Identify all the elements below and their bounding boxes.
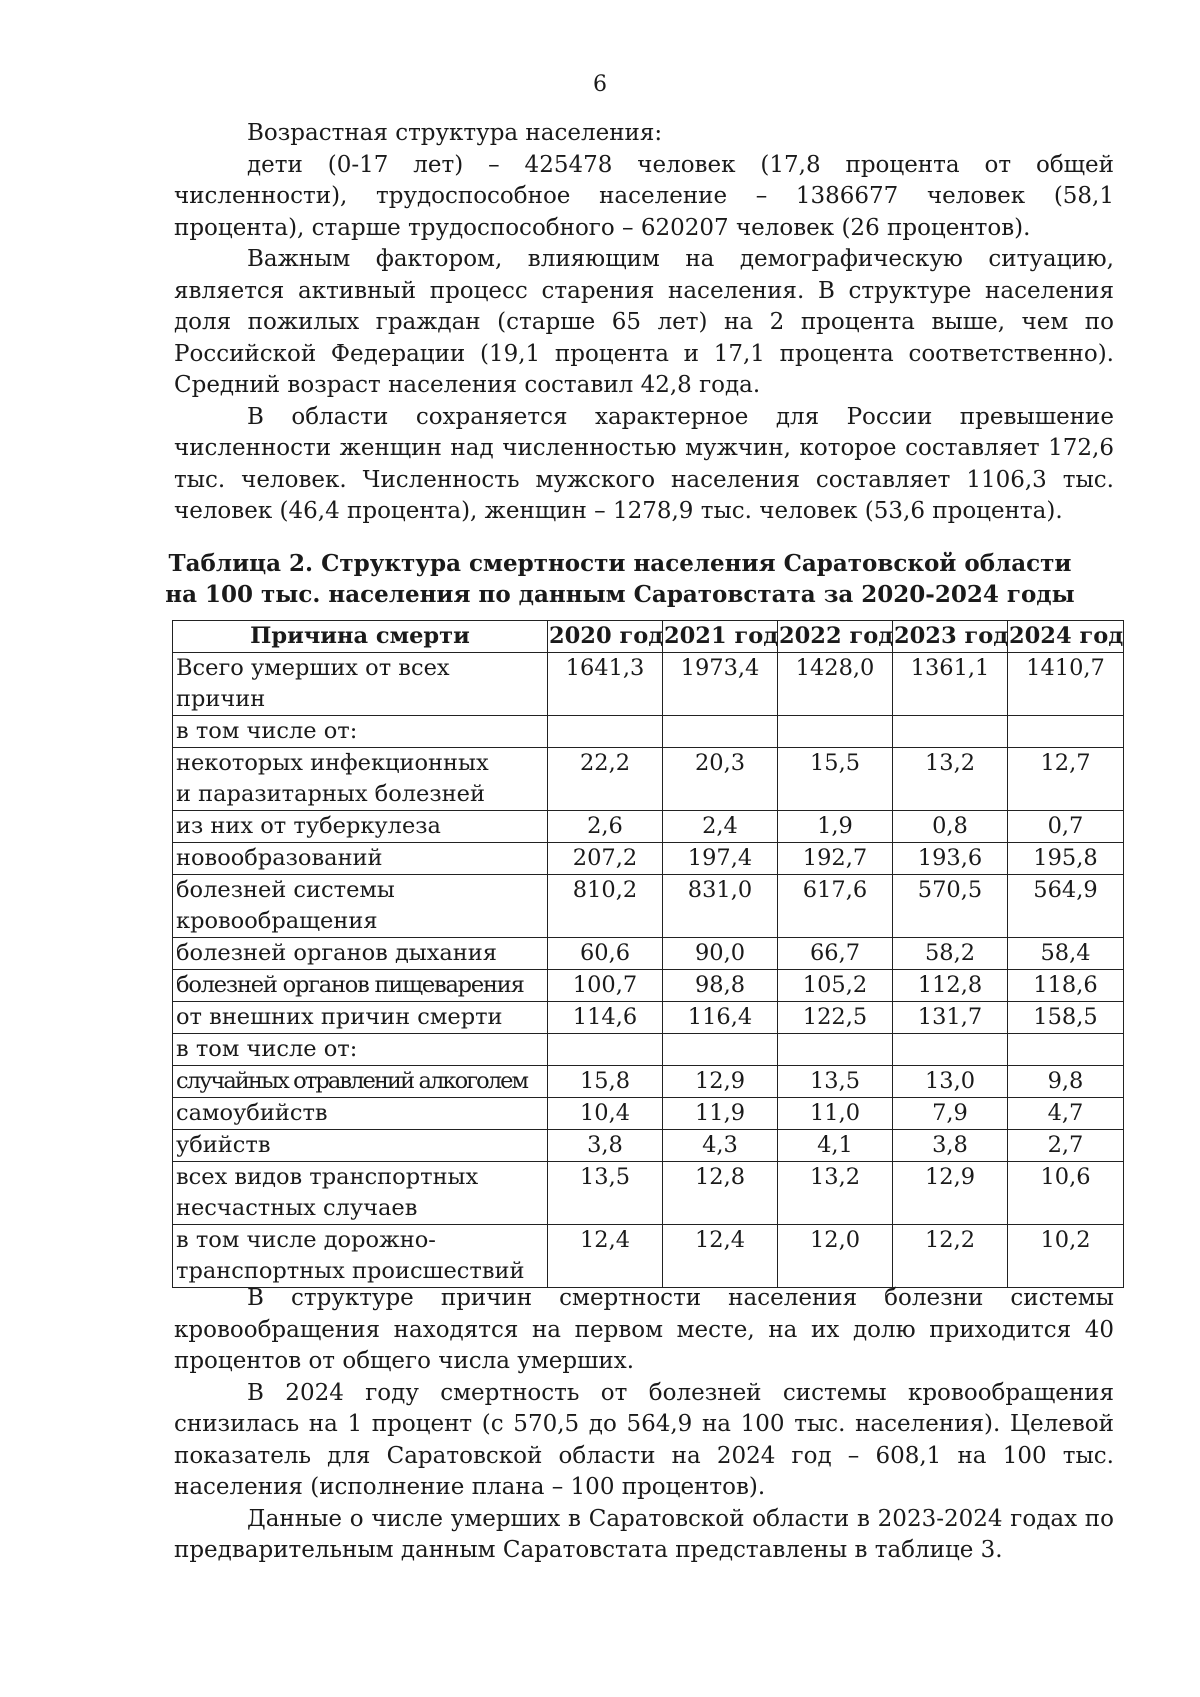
row-label: из них от туберкулеза xyxy=(173,811,548,843)
table-cell: 831,0 xyxy=(663,875,778,938)
table-cell: 13,2 xyxy=(893,748,1008,811)
row-label: в том числе от: xyxy=(173,1034,548,1066)
column-header: 2020 год xyxy=(548,621,663,653)
table-cell xyxy=(778,1034,893,1066)
row-label: некоторых инфекционных и паразитарных болезней xyxy=(173,748,548,811)
table-cell: 10,4 xyxy=(548,1098,663,1130)
intro-text xyxy=(174,118,1114,528)
table-cell: 118,6 xyxy=(1008,970,1124,1002)
row-label: Всего умерших от всех причин xyxy=(173,653,548,716)
table-cell: 122,5 xyxy=(778,1002,893,1034)
table-cell: 1,9 xyxy=(778,811,893,843)
column-header: Причина смерти xyxy=(173,621,548,653)
table-cell: 12,9 xyxy=(663,1066,778,1098)
table-cell: 195,8 xyxy=(1008,843,1124,875)
table-cell: 105,2 xyxy=(778,970,893,1002)
table-cell: 100,7 xyxy=(548,970,663,1002)
row-label: случайных отравлений алкоголем xyxy=(173,1066,548,1098)
table-cell: 13,5 xyxy=(548,1162,663,1225)
row-label: убийств xyxy=(173,1130,548,1162)
row-label: в том числе от: xyxy=(173,716,548,748)
table-row xyxy=(173,843,1124,875)
table-cell: 13,5 xyxy=(778,1066,893,1098)
table-cell: 60,6 xyxy=(548,938,663,970)
row-label: болезней органов пищеварения xyxy=(173,970,548,1002)
table-cell: 11,9 xyxy=(663,1098,778,1130)
table-cell: 13,0 xyxy=(893,1066,1008,1098)
table-cell: 617,6 xyxy=(778,875,893,938)
paragraph: Важным фактором, влияющим на демографическую ситуацию, является активный процесс старения населения. В структуре населения доля пожилых граждан (старше 65 лет) на 2 процента выше, чем по Российской Федерации (19,1 процента и 17,1 процента соответственно). Средний возраст населения составил 42,8 года. xyxy=(174,246,1114,398)
table-cell: 12,4 xyxy=(663,1225,778,1288)
table-header-row xyxy=(173,621,1124,653)
table-cell: 116,4 xyxy=(663,1002,778,1034)
table-cell: 193,6 xyxy=(893,843,1008,875)
table-cell: 9,8 xyxy=(1008,1066,1124,1098)
row-label: самоубийств xyxy=(173,1098,548,1130)
table-cell xyxy=(663,716,778,748)
table-cell: 12,9 xyxy=(893,1162,1008,1225)
table-caption xyxy=(150,548,1090,610)
column-header: 2022 год xyxy=(778,621,893,653)
mortality-table xyxy=(172,620,1124,1288)
column-header: 2023 год xyxy=(893,621,1008,653)
paragraph: В 2024 году смертность от болезней системы кровообращения снизилась на 1 процент (с 570,5 до 564,9 на 100 тыс. населения). Целевой показатель для Саратовской области на 2024 год – 608,1 на 100 тыс. населения (исполнение плана – 100 процентов). xyxy=(174,1379,1114,1500)
table-cell: 15,5 xyxy=(778,748,893,811)
table-cell: 58,2 xyxy=(893,938,1008,970)
table-cell: 114,6 xyxy=(548,1002,663,1034)
table-cell: 0,7 xyxy=(1008,811,1124,843)
row-label: новообразований xyxy=(173,843,548,875)
table-cell: 112,8 xyxy=(893,970,1008,1002)
table-row xyxy=(173,1162,1124,1225)
column-header: 2021 год xyxy=(663,621,778,653)
table-caption-line: Таблица 2. Структура смертности населения Саратовской области xyxy=(168,550,1072,577)
table-cell: 1410,7 xyxy=(1008,653,1124,716)
table-cell: 570,5 xyxy=(893,875,1008,938)
table-cell: 12,8 xyxy=(663,1162,778,1225)
table-row xyxy=(173,1225,1124,1288)
row-label: от внешних причин смерти xyxy=(173,1002,548,1034)
table-cell: 2,6 xyxy=(548,811,663,843)
row-label: болезней системы кровообращения xyxy=(173,875,548,938)
table-cell: 4,1 xyxy=(778,1130,893,1162)
table-cell: 158,5 xyxy=(1008,1002,1124,1034)
table-cell: 4,3 xyxy=(663,1130,778,1162)
table-cell: 3,8 xyxy=(548,1130,663,1162)
table-row xyxy=(173,716,1124,748)
table-cell xyxy=(548,716,663,748)
table-cell: 12,0 xyxy=(778,1225,893,1288)
table-cell: 1973,4 xyxy=(663,653,778,716)
table-row xyxy=(173,748,1124,811)
table-cell: 58,4 xyxy=(1008,938,1124,970)
table-row xyxy=(173,1130,1124,1162)
paragraph: дети (0-17 лет) – 425478 человек (17,8 процента от общей численности), трудоспособное население – 1386677 человек (58,1 процента), старше трудоспособного – 620207 человек (26 процентов). xyxy=(174,151,1114,241)
table-cell xyxy=(548,1034,663,1066)
table-row xyxy=(173,811,1124,843)
table-cell: 15,8 xyxy=(548,1066,663,1098)
table-cell: 98,8 xyxy=(663,970,778,1002)
table-caption-line: на 100 тыс. населения по данным Саратовстата за 2020-2024 годы xyxy=(165,581,1075,608)
table-row xyxy=(173,1066,1124,1098)
table-cell: 12,7 xyxy=(1008,748,1124,811)
table-cell: 66,7 xyxy=(778,938,893,970)
table-row xyxy=(173,653,1124,716)
table-row xyxy=(173,970,1124,1002)
conclusion-text xyxy=(174,1283,1114,1567)
table-row xyxy=(173,1034,1124,1066)
table-cell: 3,8 xyxy=(893,1130,1008,1162)
column-header: 2024 год xyxy=(1008,621,1124,653)
table-cell: 2,4 xyxy=(663,811,778,843)
row-label: в том числе дорожно- транспортных происшествий xyxy=(173,1225,548,1288)
table-cell xyxy=(778,716,893,748)
table-cell: 22,2 xyxy=(548,748,663,811)
table-row xyxy=(173,1098,1124,1130)
page-number: 6 xyxy=(593,72,607,97)
table-cell xyxy=(663,1034,778,1066)
table-cell: 0,8 xyxy=(893,811,1008,843)
table-cell: 12,4 xyxy=(548,1225,663,1288)
table-row xyxy=(173,1002,1124,1034)
table-cell: 20,3 xyxy=(663,748,778,811)
table-row xyxy=(173,875,1124,938)
table-cell: 197,4 xyxy=(663,843,778,875)
table-cell xyxy=(1008,716,1124,748)
paragraph: Данные о числе умерших в Саратовской области в 2023-2024 годах по предварительным данным Саратовстата представлены в таблице 3. xyxy=(174,1505,1114,1563)
table-cell: 1428,0 xyxy=(778,653,893,716)
row-label: всех видов транспортных несчастных случаев xyxy=(173,1162,548,1225)
table-cell: 7,9 xyxy=(893,1098,1008,1130)
table-cell: 90,0 xyxy=(663,938,778,970)
table-cell xyxy=(893,1034,1008,1066)
row-label: болезней органов дыхания xyxy=(173,938,548,970)
table-cell: 11,0 xyxy=(778,1098,893,1130)
paragraph: В области сохраняется характерное для России превышение численности женщин над численностью мужчин, которое составляет 172,6 тыс. человек. Численность мужского населения составляет 1106,3 тыс. человек (46,4 процента), женщин – 1278,9 тыс. человек (53,6 процента). xyxy=(174,403,1114,524)
table-cell: 4,7 xyxy=(1008,1098,1124,1130)
paragraph: В структуре причин смертности населения болезни системы кровообращения находятся на первом месте, на их долю приходится 40 процентов от общего числа умерших. xyxy=(174,1285,1114,1374)
table-cell: 13,2 xyxy=(778,1162,893,1225)
table-cell: 207,2 xyxy=(548,843,663,875)
table-cell: 1641,3 xyxy=(548,653,663,716)
table-cell: 1361,1 xyxy=(893,653,1008,716)
table-cell: 2,7 xyxy=(1008,1130,1124,1162)
table-cell: 810,2 xyxy=(548,875,663,938)
table-cell: 564,9 xyxy=(1008,875,1124,938)
table-cell: 10,6 xyxy=(1008,1162,1124,1225)
table-cell: 131,7 xyxy=(893,1002,1008,1034)
table-cell: 12,2 xyxy=(893,1225,1008,1288)
table-cell: 192,7 xyxy=(778,843,893,875)
paragraph: Возрастная структура населения: xyxy=(247,120,663,146)
table-cell: 10,2 xyxy=(1008,1225,1124,1288)
table-cell xyxy=(1008,1034,1124,1066)
table-row xyxy=(173,938,1124,970)
table-cell xyxy=(893,716,1008,748)
